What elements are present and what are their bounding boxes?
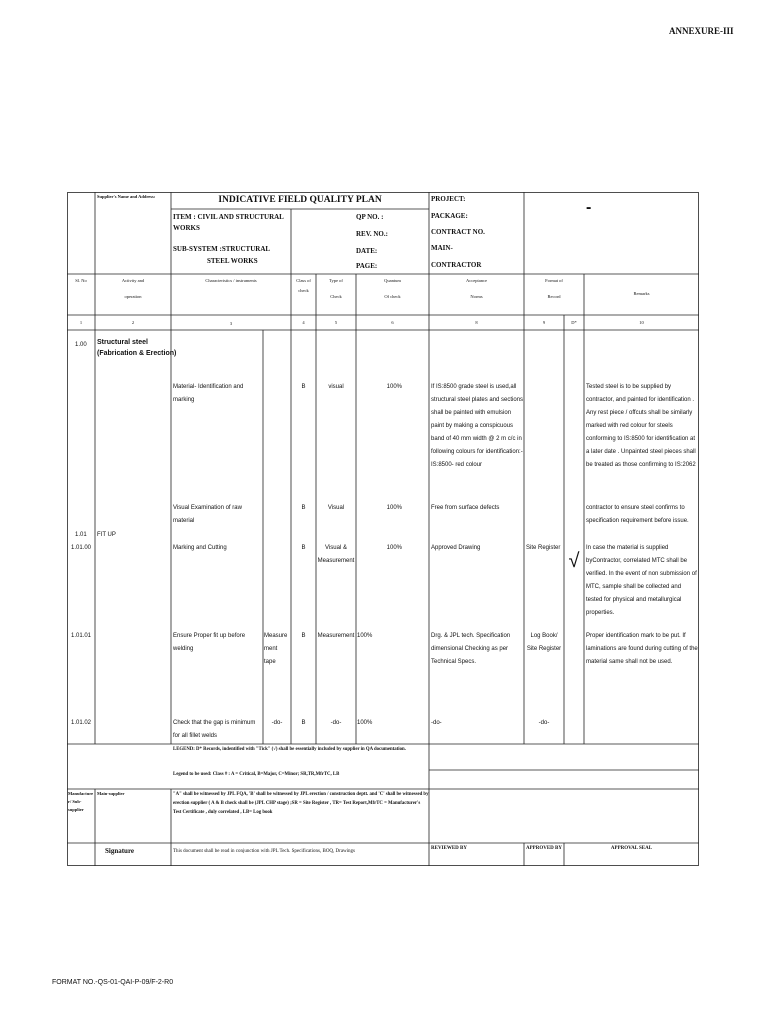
remark-line: laminations are found during cutting of the	[586, 646, 698, 652]
norm-line: If IS:8500 grade steel is used,all	[431, 384, 517, 390]
quantum-value: 100%	[357, 633, 373, 639]
class-value: B	[301, 505, 306, 511]
col-activity-2: operation	[124, 294, 142, 299]
remark-line: conforming to IS:8500 for identification at	[586, 436, 696, 442]
acceptance-norm: Approved Drawing	[431, 545, 481, 551]
col-activity: Activity and	[121, 278, 145, 283]
type-value: visual	[328, 384, 344, 390]
type-value-cont: Measurement	[317, 558, 355, 564]
quantum-value: 100%	[357, 720, 373, 726]
main-label: MAIN-	[431, 244, 453, 252]
quality-plan-form	[67, 192, 699, 866]
page-label: PAGE:	[356, 262, 378, 270]
legend-classes: Legend to be used: Class # : A = Critical, B=Major, C=Minor; SR,TR,MfrTC, LB	[173, 772, 340, 777]
remark-line: contractor to ensure steel confirms to	[586, 505, 685, 511]
instrument-line: Measure	[264, 633, 288, 639]
instrument-value: -do-	[271, 720, 283, 726]
col-acceptance-2: Norms	[470, 294, 483, 299]
instrument-line: tape	[264, 659, 276, 665]
manufacturer-label: Manufacture	[68, 791, 94, 796]
checkmark-icon: √	[568, 550, 580, 572]
sl-no: 1.01.01	[71, 633, 92, 639]
date-label: DATE:	[356, 247, 378, 255]
project-label: PROJECT:	[431, 195, 466, 203]
remark-line: a later date . Unpainted steel pieces shall	[586, 449, 696, 455]
class-value: B	[301, 720, 306, 726]
col-num: 9	[542, 320, 546, 325]
remark-line: Any rest piece / offcuts shall be similarly	[586, 410, 693, 416]
qp-no-label: QP NO. :	[356, 213, 384, 221]
rev-no-label: REV. NO.:	[356, 230, 388, 238]
characteristic-identification-cont: marking	[173, 397, 195, 403]
item-label-cont: WORKS	[173, 224, 200, 232]
package-label: PACKAGE:	[431, 212, 468, 220]
norm-line: structural steel plates and sections	[431, 397, 524, 403]
col-format-2: Record	[547, 294, 561, 299]
item-label: ITEM : CIVIL AND STRUCTURAL	[173, 213, 284, 221]
characteristic-marking-cutting: Marking and Cutting	[173, 545, 227, 551]
remark-line: Proper identification mark to be put. If	[586, 633, 686, 639]
activity-fabrication: (Fabrication & Erection)	[97, 350, 177, 357]
col-num: 2	[131, 320, 135, 325]
col-num: 5	[334, 320, 338, 325]
record-format-cont: Site Register	[526, 646, 562, 652]
col-remarks: Remarks	[633, 291, 650, 296]
record-format: -do-	[538, 720, 550, 726]
activity-fit-up: FIT UP	[97, 532, 116, 538]
col-class: Class of	[296, 278, 311, 283]
approved-by-label: APPROVED BY	[526, 846, 562, 851]
acceptance-norm: Free from surface defects	[431, 505, 500, 511]
acceptance-norm: -do-	[431, 720, 442, 726]
type-value: Measurement	[317, 633, 355, 639]
remark-line: contractor, and painted for identification .	[586, 397, 695, 403]
plan-title: INDICATIVE FIELD QUALITY PLAN	[218, 195, 382, 205]
col-num: 3	[229, 321, 233, 326]
format-number: FORMAT NO.-QS-01-QAI-P-09/F-2-R0	[52, 979, 174, 986]
remark-line: specification requirement before issue.	[586, 518, 689, 524]
col-acceptance: Acceptance	[466, 278, 487, 283]
manufacturer-label-end: supplier	[68, 807, 84, 812]
characteristic-fit-up: Ensure Proper fit up before	[173, 633, 246, 639]
type-value: -do-	[330, 720, 342, 726]
sl-no: 1.00	[75, 342, 87, 348]
norm-line: band of 40 mm width @ 2 m c/c in	[431, 436, 522, 442]
approval-seal-label: APPROVAL SEAL	[610, 846, 653, 851]
col-quantum-2: Of check	[384, 294, 401, 299]
norm-line: Drg. & JPL tech. Specification	[431, 633, 511, 639]
col-characteristics: Characteristics / instruments	[205, 278, 257, 283]
norm-line: shall be painted with emulsion	[431, 410, 512, 416]
quantum-value: 100%	[386, 505, 402, 511]
characteristic-fit-up-cont: welding	[173, 646, 194, 652]
witness-note-end: Test Certificate , duly correlated , LB= Log book	[173, 810, 273, 815]
record-format: Log Book/	[530, 633, 558, 639]
reviewed-by-label: REVIEWED BY	[431, 846, 467, 851]
witness-note: "A" shall be witnessed by JPL FQA, 'B' shall be witnessed by JPL erection / construction deptt. and 'C' shall be witnessed by	[173, 792, 429, 797]
col-format: Format of	[545, 278, 563, 283]
col-num: 4	[302, 320, 305, 325]
instrument-line: ment	[264, 646, 278, 652]
col-type-2: Check	[330, 294, 342, 299]
norm-line: paint by making a conspicuous	[431, 423, 514, 429]
col-class-2: check	[298, 288, 309, 293]
type-value: Visual &	[325, 545, 347, 551]
remark-line: verified. In the event of non submission of	[586, 571, 697, 577]
norm-line: dimensional Checking as per	[431, 646, 509, 652]
sl-no: 1.01.02	[71, 720, 92, 726]
contractor-label: CONTRACTOR	[431, 261, 482, 269]
supplier-name-label: Supplier's Name and Address:	[97, 194, 156, 199]
norm-line: IS:8500- red colour	[431, 462, 483, 468]
col-num: 10	[639, 320, 644, 325]
legend-note: LEGEND: D* Records, indentified with "Tick" (√) shall be essentially included by supplier in QA documentation.	[173, 747, 406, 752]
remark-line: MTC, sample shall be collected and	[586, 584, 682, 590]
record-format: Site Register	[526, 545, 561, 551]
quantum-value: 100%	[386, 384, 402, 390]
signature-label: Signature	[105, 847, 135, 855]
header-dash: -	[586, 199, 592, 216]
main-supplier-label: Main-supplier	[97, 791, 125, 796]
col-num: 8	[475, 320, 478, 325]
col-num: 1	[79, 320, 83, 325]
characteristic-visual-exam-cont: material	[173, 518, 195, 524]
subsystem-label: SUB-SYSTEM :STRUCTURAL	[173, 245, 271, 253]
class-value: B	[301, 384, 306, 390]
characteristic-gap-check: Check that the gap is minimum	[173, 720, 256, 726]
remark-line: material same shall not be used.	[586, 659, 673, 665]
subsystem-label-cont: STEEL WORKS	[207, 257, 258, 265]
col-num: D*	[571, 320, 577, 325]
characteristic-identification: Material- Identification and	[173, 384, 244, 390]
remark-line: marked with red colour for steels	[586, 423, 673, 429]
sl-no: 1.01	[75, 532, 87, 538]
remark-line: Tested steel is to be supplied by	[586, 384, 672, 390]
characteristic-gap-check-cont: for all fillet welds	[173, 733, 218, 739]
class-value: B	[301, 633, 306, 639]
col-num: 6	[391, 320, 394, 325]
characteristic-visual-exam: Visual Examination of raw	[173, 505, 242, 511]
remark-line: be treated as those confirming to IS:2062	[586, 462, 696, 468]
activity-structural-steel: Structural steel	[97, 339, 148, 346]
quantum-value: 100%	[386, 545, 402, 551]
remark-line: byContractor, correlated MTC shall be	[586, 558, 688, 564]
norm-line: following colours for identification:-	[431, 449, 523, 455]
remark-line: In case the material is supplied	[586, 545, 669, 551]
remark-line: properties.	[586, 610, 615, 616]
remark-line: tested for physical and metallurgical	[586, 597, 682, 603]
col-type: Type of	[329, 278, 343, 283]
col-sl-no: Sl. No	[75, 278, 87, 283]
sl-no: 1.01.00	[71, 545, 92, 551]
conjunction-note: This document shall be read in conjunction with JPL Tech. Specifications, BOQ, Drawings	[173, 849, 355, 854]
norm-line: Technical Specs.	[431, 659, 477, 665]
annexure-label: ANNEXURE-III	[669, 26, 734, 36]
contract-no-label: CONTRACT NO.	[431, 228, 485, 236]
col-quantum: Quantum	[384, 278, 401, 283]
witness-note-cont: erection supplier ( A & B check shall be (JPL CHP stage) ;SR = Site Register , TR= Test Report,MfrTC = Manufacturer's	[173, 801, 421, 806]
manufacturer-label-cont: r/ Sub-	[68, 799, 82, 804]
type-value: Visual	[327, 505, 345, 511]
class-value: B	[301, 545, 306, 551]
